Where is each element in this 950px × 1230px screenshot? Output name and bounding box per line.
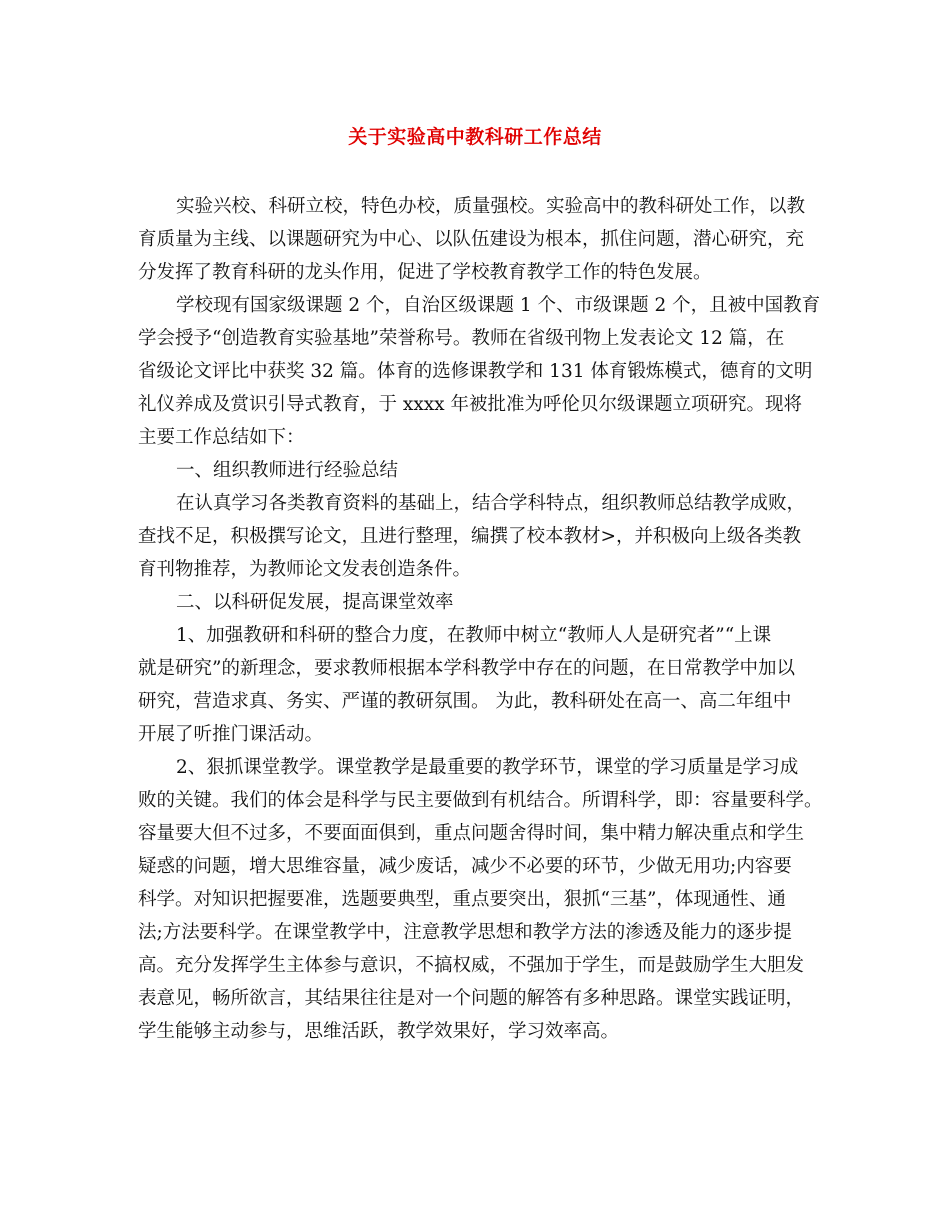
text-line: 表意见，畅所欲言，其结果往往是对一个问题的解答有多种思路。课堂实践证明， xyxy=(138,988,805,1009)
text-line: 礼仪养成及赏识引导式教育，于 xxxx 年被批准为呼伦贝尔级课题立项研究。现将 xyxy=(138,394,802,415)
text-line: 实验兴校、科研立校，特色办校，质量强校。实验高中的教科研处工作，以教 xyxy=(176,196,806,217)
text-line: 败的关键。我们的体会是科学与民主要做到有机结合。所谓科学，即：容量要科学。 xyxy=(138,790,823,811)
text-line: 2、狠抓课堂教学。课堂教学是最重要的教学环节，课堂的学习质量是学习成 xyxy=(176,757,799,778)
text-line: 法;方法要科学。在课堂教学中，注意教学思想和教学方法的渗透及能力的逐步提 xyxy=(138,922,792,943)
text-line: 省级论文评比中获奖 32 篇。体育的选修课教学和 131 体育锻炼模式，德育的文明 xyxy=(138,361,813,382)
text-line: 二、以科研促发展，提高课堂效率 xyxy=(176,592,454,613)
text-line: 1、加强教研和科研的整合力度，在教师中树立“教师人人是研究者”“上课 xyxy=(176,625,772,646)
text-line: 育刊物推荐，为教师论文发表创造条件。 xyxy=(138,559,472,580)
text-line: 育质量为主线、以课题研究为中心、以队伍建设为根本，抓住问题，潜心研究，充 xyxy=(138,229,805,250)
text-line: 分发挥了教育科研的龙头作用，促进了学校教育教学工作的特色发展。 xyxy=(138,262,712,283)
text-line: 学会授予“创造教育实验基地”荣誉称号。教师在省级刊物上发表论文 12 篇，在 xyxy=(138,328,785,349)
text-line: 主要工作总结如下： xyxy=(138,427,305,448)
text-line: 就是研究”的新理念，要求教师根据本学科教学中存在的问题，在日常教学中加以 xyxy=(138,658,795,679)
text-line: 查找不足，积极撰写论文，且进行整理，编撰了校本教材>，并积极向上级各类教 xyxy=(138,526,802,547)
text-line: 科学。对知识把握要准，选题要典型，重点要突出，狠抓“三基”，体现通性、通 xyxy=(138,889,786,910)
document-title: 关于实验高中教科研工作总结 xyxy=(348,126,602,148)
text-line: 一、组织教师进行经验总结 xyxy=(176,460,399,481)
text-line: 学校现有国家级课题 2 个，自治区级课题 1 个、市级课题 2 个，且被中国教育 xyxy=(176,295,821,316)
document-body xyxy=(138,190,828,1048)
text-line: 容量要大但不过多，不要面面俱到，重点问题舍得时间，集中精力解决重点和学生 xyxy=(138,823,805,844)
text-line: 学生能够主动参与，思维活跃，教学效果好，学习效率高。 xyxy=(138,1021,620,1042)
text-line: 开展了听推门课活动。 xyxy=(138,724,324,745)
text-line: 疑惑的问题，增大思维容量，减少废话，减少不必要的环节，少做无用功;内容要 xyxy=(138,856,792,877)
text-line: 在认真学习各类教育资料的基础上，结合学科特点，组织教师总结教学成败， xyxy=(176,493,806,514)
text-line: 研究，营造求真、务实、严谨的教研氛围。 为此，教科研处在高一、高二年组中 xyxy=(138,691,792,712)
text-line: 高。充分发挥学生主体参与意识，不搞权威，不强加于学生，而是鼓励学生大胆发 xyxy=(138,955,805,976)
